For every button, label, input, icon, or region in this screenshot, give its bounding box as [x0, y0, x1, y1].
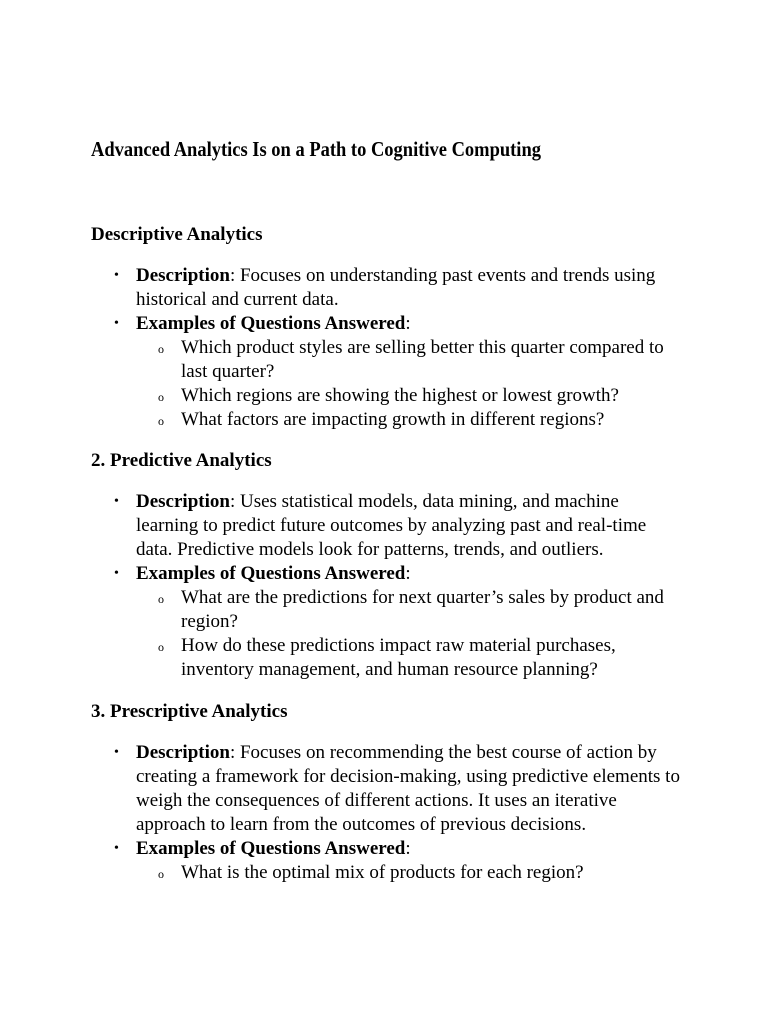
- description-label: Description: [136, 742, 230, 763]
- bullet-icon: •: [114, 745, 119, 760]
- example-item: [158, 586, 681, 634]
- example-item: [158, 861, 681, 885]
- section-heading-predictive: 2. Predictive Analytics: [91, 450, 272, 471]
- example-item: [158, 336, 681, 384]
- examples-label: Examples of Questions Answered: [136, 313, 406, 334]
- description-text: : Uses statistical models, data mining, and machine learning to predict future outcomes by analyzing past and real-time data. Predictive models look for patterns, trends, and outliers.: [136, 491, 647, 560]
- sub-bullet-icon: o: [158, 342, 164, 356]
- example-text: How do these predictions impact raw material purchases, inventory management, and human resource planning?: [181, 635, 616, 680]
- bullet-icon: •: [114, 494, 119, 509]
- examples-list: [136, 586, 681, 682]
- colon-text: :: [405, 563, 411, 584]
- example-text: What is the optimal mix of products for each region?: [181, 862, 584, 883]
- section-list-predictive: [114, 490, 681, 682]
- example-text: What factors are impacting growth in different regions?: [181, 409, 605, 430]
- section-heading-descriptive: Descriptive Analytics: [91, 224, 263, 245]
- examples-label: Examples of Questions Answered: [136, 838, 406, 859]
- list-item-description: [114, 264, 681, 312]
- sub-bullet-icon: o: [158, 592, 164, 606]
- example-text: What are the predictions for next quarter’s sales by product and region?: [181, 587, 664, 632]
- bullet-icon: •: [114, 268, 119, 283]
- example-text: Which product styles are selling better this quarter compared to last quarter?: [181, 337, 664, 382]
- example-item: [158, 408, 681, 432]
- list-item-examples: [114, 562, 681, 682]
- examples-label: Examples of Questions Answered: [136, 563, 406, 584]
- sub-bullet-icon: o: [158, 640, 164, 654]
- list-item-examples: [114, 312, 681, 432]
- description-text: : Focuses on recommending the best course of action by creating a framework for decision-making, using predictive elements to weigh the consequences of different actions. It uses an iterative approach to learn from the outcomes of previous decisions.: [136, 742, 680, 835]
- colon-text: :: [405, 838, 411, 859]
- example-item: [158, 384, 681, 408]
- section-list-descriptive: [114, 264, 681, 432]
- example-item: [158, 634, 681, 682]
- document-title: Advanced Analytics Is on a Path to Cognitive Computing: [91, 137, 541, 161]
- sub-bullet-icon: o: [158, 867, 164, 881]
- example-text: Which regions are showing the highest or lowest growth?: [181, 385, 619, 406]
- bullet-icon: •: [114, 566, 119, 581]
- list-item-description: [114, 490, 681, 562]
- sub-bullet-icon: o: [158, 414, 164, 428]
- colon-text: :: [405, 313, 411, 334]
- description-label: Description: [136, 265, 230, 286]
- section-heading-prescriptive: 3. Prescriptive Analytics: [91, 701, 288, 722]
- bullet-icon: •: [114, 841, 119, 856]
- list-item-description: [114, 741, 681, 837]
- bullet-icon: •: [114, 316, 119, 331]
- section-list-prescriptive: [114, 741, 681, 885]
- list-item-examples: [114, 837, 681, 885]
- examples-list: [136, 861, 681, 885]
- sub-bullet-icon: o: [158, 390, 164, 404]
- description-text: : Focuses on understanding past events and trends using historical and current data.: [136, 265, 656, 310]
- examples-list: [136, 336, 681, 432]
- description-label: Description: [136, 491, 230, 512]
